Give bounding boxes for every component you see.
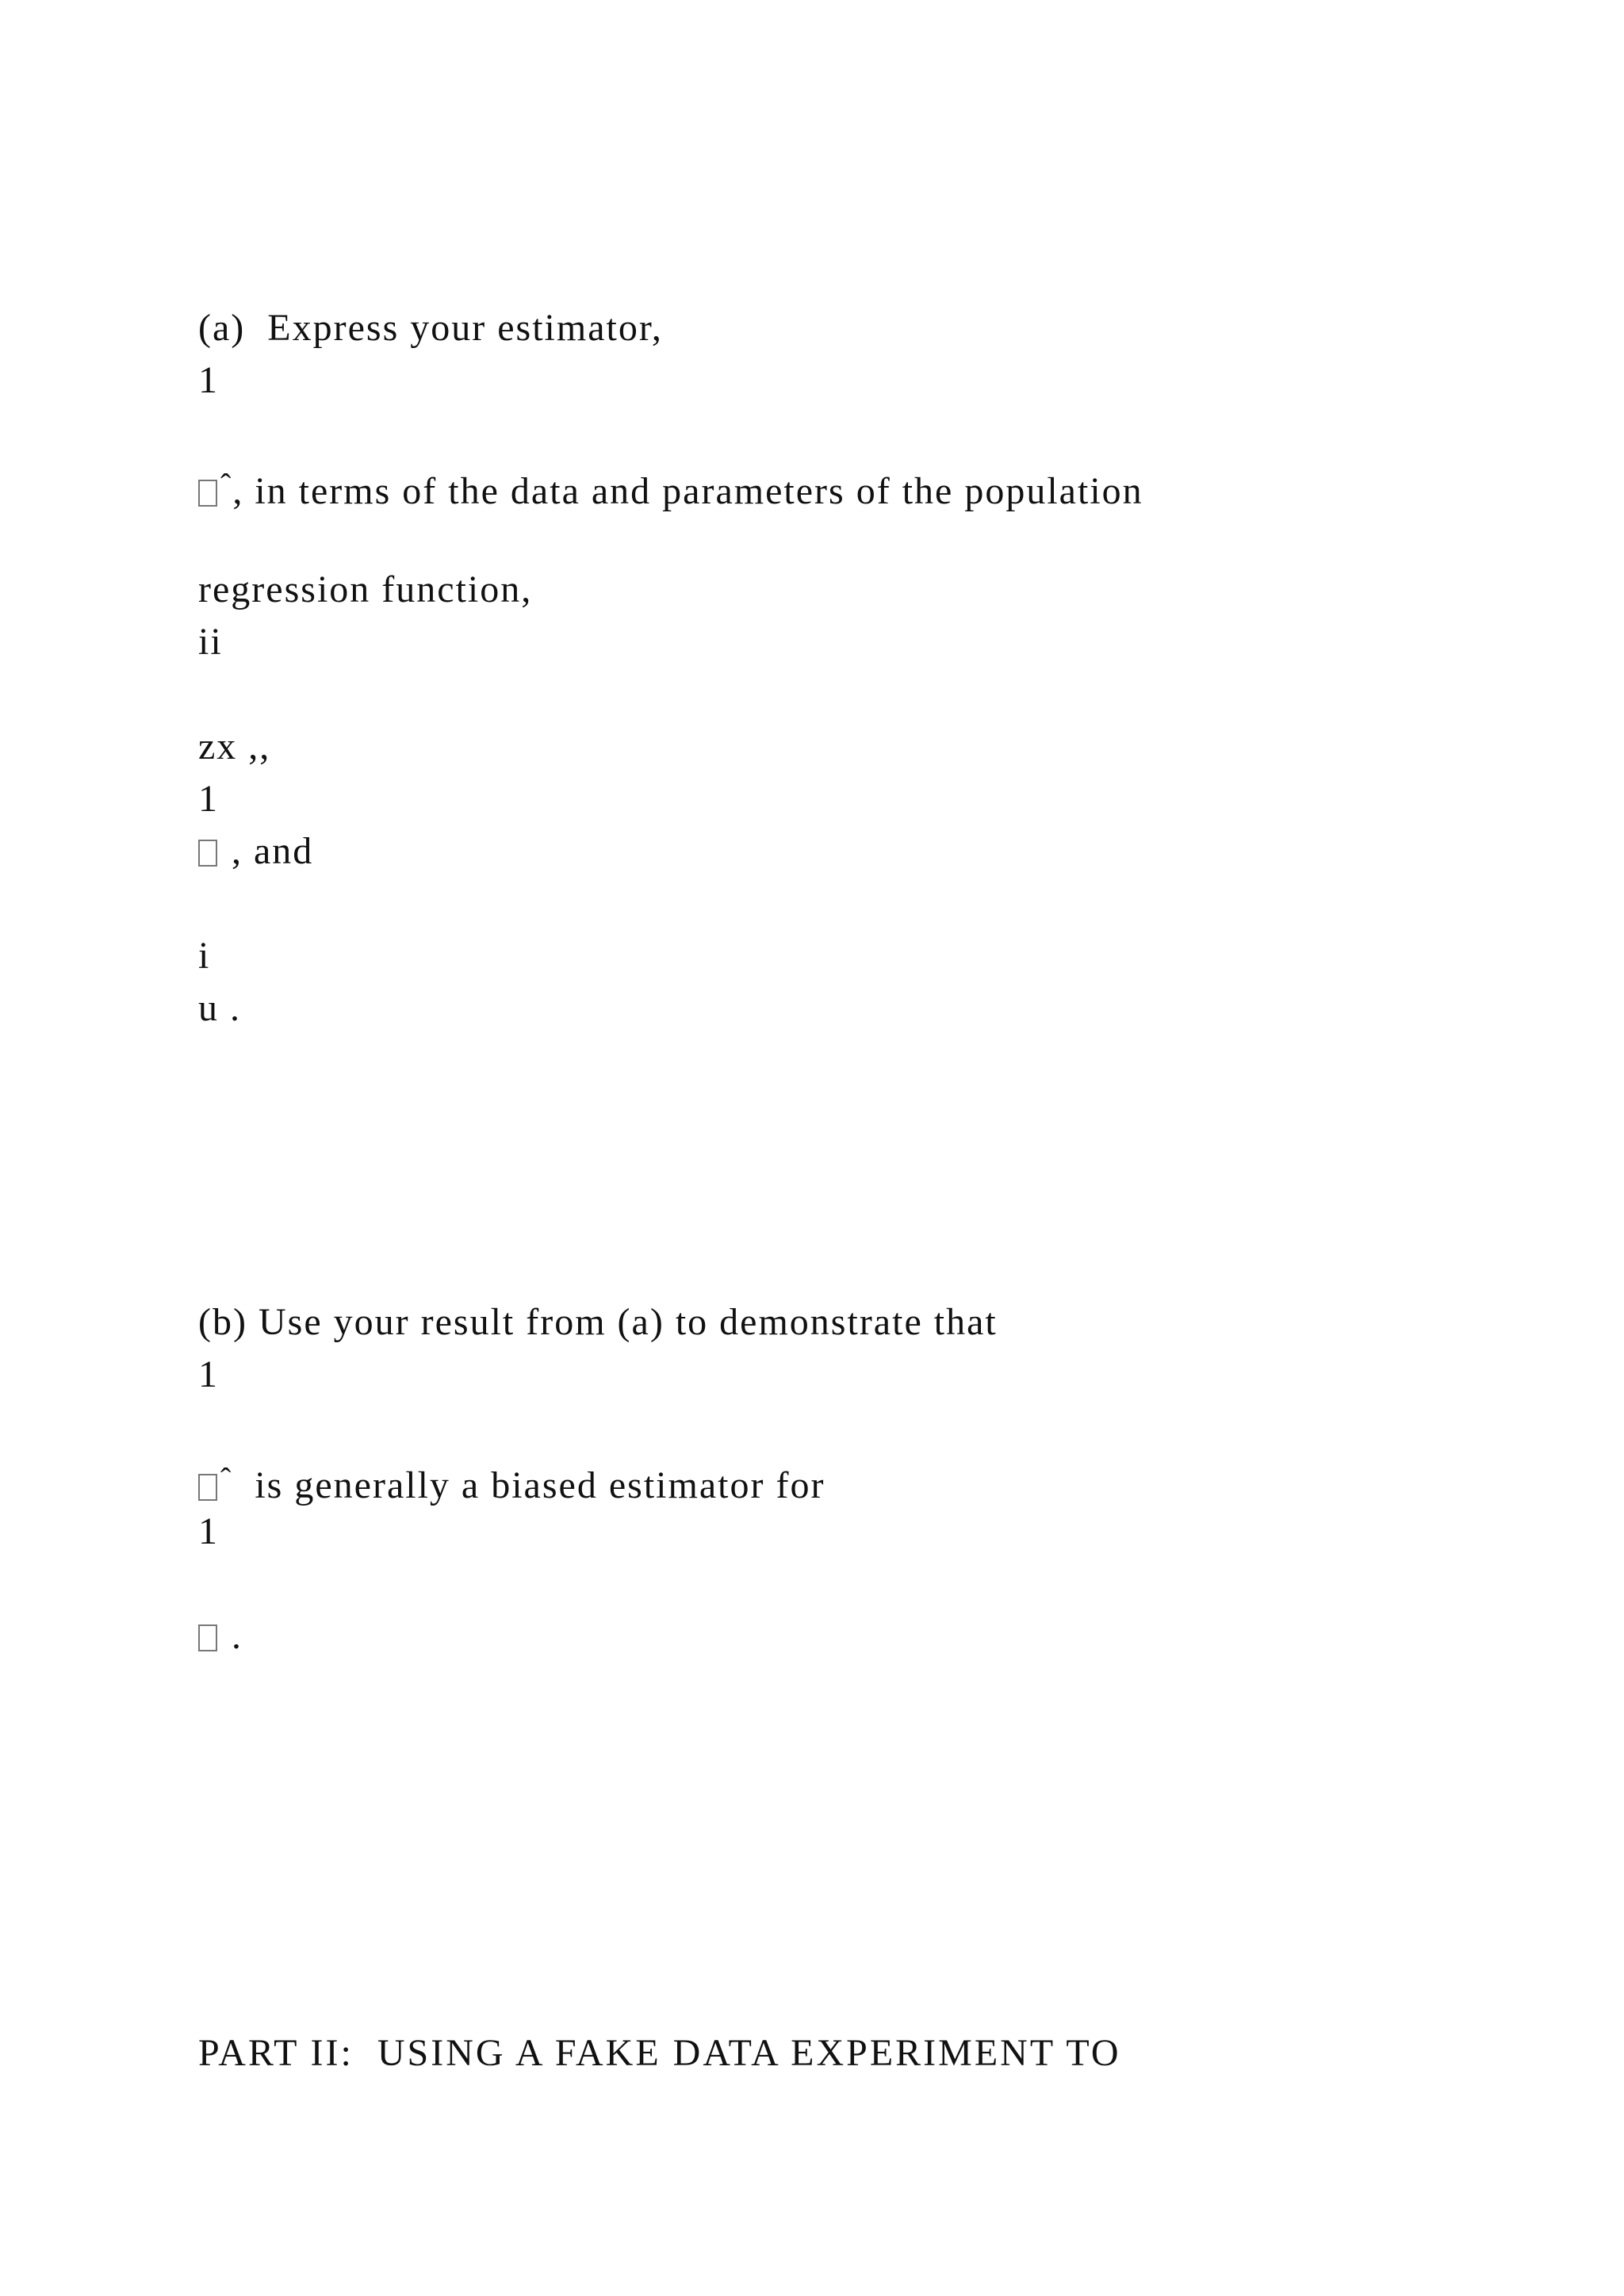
question-a-and-text: , and: [220, 830, 314, 872]
question-b-line3-text: is generally a biased estimator for: [232, 1464, 825, 1506]
question-b-line1: (b) Use your result from (a) to demonstrate that: [198, 1301, 998, 1343]
question-b-subscript-1: 1: [198, 1353, 219, 1395]
question-a-line3: [198, 463, 1143, 514]
missing-glyph-icon: [198, 1474, 217, 1501]
question-a-line1: (a) Express your estimator,: [198, 307, 663, 349]
question-b-line5-text: .: [220, 1615, 243, 1657]
question-a-subscript-i: i: [198, 935, 211, 977]
question-a-subscript-ii: ii: [198, 621, 223, 663]
missing-glyph-icon: [198, 480, 217, 507]
question-b-line3: [198, 1457, 825, 1508]
hat-symbol: ˆ: [220, 467, 233, 503]
part-ii-heading: PART II: USING A FAKE DATA EXPERIMENT TO: [198, 2032, 1121, 2074]
missing-glyph-icon: [198, 1624, 217, 1651]
missing-glyph-icon: [198, 840, 217, 867]
question-a-and: [198, 829, 313, 874]
question-a-subscript-1: 1: [198, 359, 219, 401]
question-b-subscript-1b: 1: [198, 1510, 219, 1552]
question-b-line5: [198, 1614, 243, 1659]
question-a-line3-text: , in terms of the data and parameters of the population: [232, 470, 1143, 512]
question-a-zx: zx ,,: [198, 725, 271, 767]
hat-symbol: ˆ: [220, 1461, 233, 1497]
question-a-subscript-1b: 1: [198, 778, 219, 820]
question-a-line4: regression function,: [198, 568, 533, 610]
question-a-u: u .: [198, 987, 241, 1029]
